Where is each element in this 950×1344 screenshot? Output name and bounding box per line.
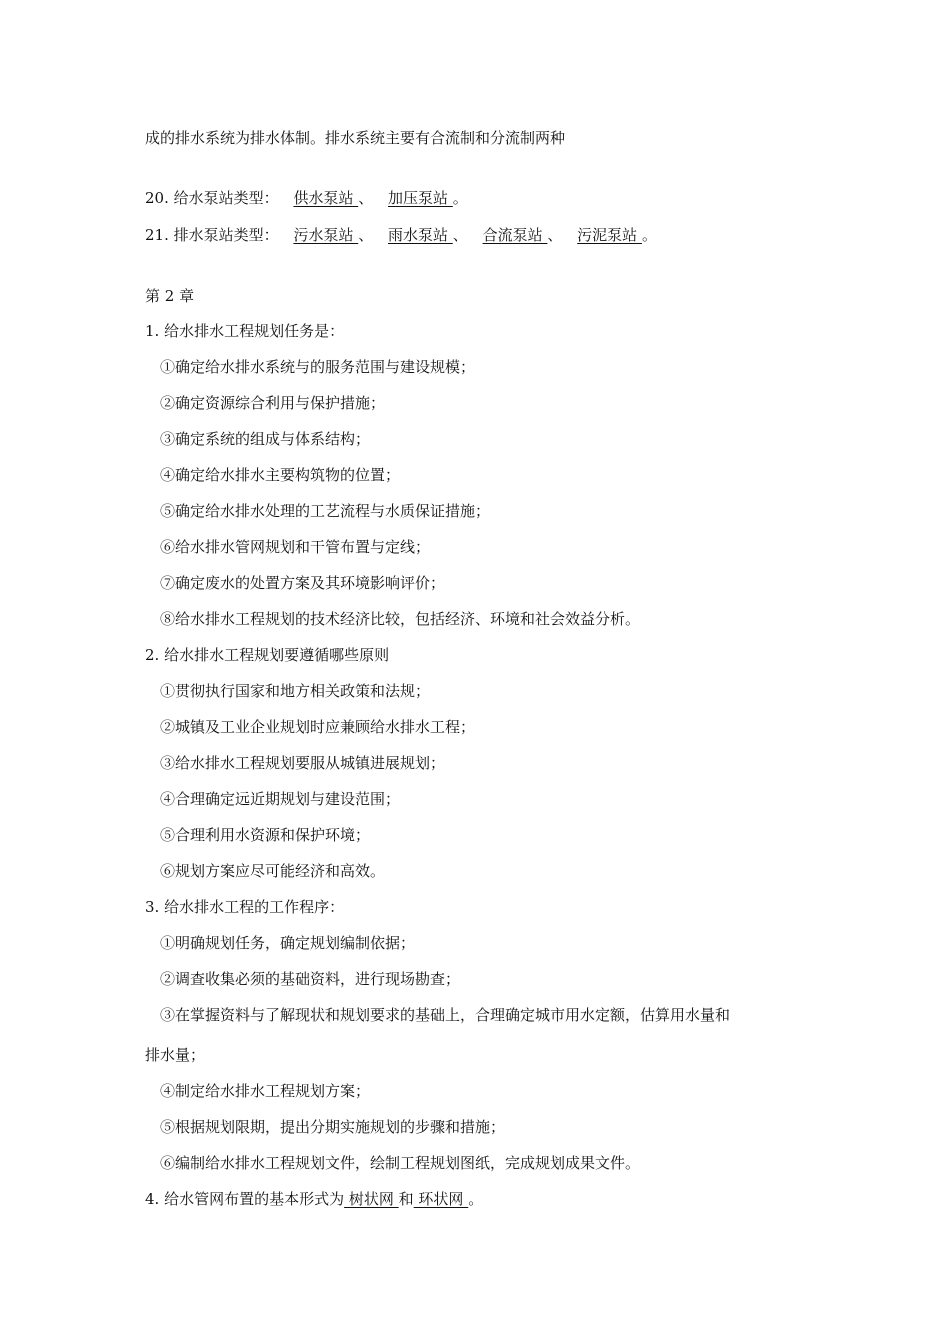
intro-line: 成的排水系统为排水体制。排水系统主要有合流制和分流制两种 <box>145 129 566 147</box>
separator: 、 <box>358 189 374 207</box>
list-item: ⑥规划方案应尽可能经济和高效。 <box>160 862 386 880</box>
list-item: ⑤合理利用水资源和保护环境； <box>160 826 371 844</box>
question-number: 20. <box>145 189 169 207</box>
conjunction: 和 <box>398 1190 414 1208</box>
answer-blank: 污泥泵站 <box>577 226 642 244</box>
list-item: ①明确规划任务，确定规划编制依据； <box>160 934 416 952</box>
list-item: ⑧给水排水工程规划的技术经济比较，包括经济、环境和社会效益分析。 <box>160 610 641 628</box>
chapter-heading: 第 2 章 <box>145 287 195 305</box>
list-item: ②确定资源综合利用与保护措施； <box>160 394 386 412</box>
list-item: ④确定给水排水主要构筑物的位置； <box>160 466 401 484</box>
question-number: 21. <box>145 226 169 244</box>
separator: 、 <box>358 226 374 244</box>
list-item: ②调查收集必须的基础资料，进行现场勘查； <box>160 970 461 988</box>
question-label: 给水泵站类型： <box>173 189 279 207</box>
list-item: ③确定系统的组成与体系结构； <box>160 430 371 448</box>
answer-blank: 供水泵站 <box>293 189 359 207</box>
terminator: 。 <box>641 226 657 244</box>
question-text: 4. 给水管网布置的基本形式为 <box>145 1190 345 1208</box>
answer-blank: 污水泵站 <box>293 226 359 244</box>
list-item: ②城镇及工业企业规划时应兼顾给水排水工程； <box>160 718 476 736</box>
list-item: ⑥给水排水管网规划和干管布置与定线； <box>160 538 431 556</box>
separator: 、 <box>547 226 563 244</box>
list-item: ④合理确定远近期规划与建设范围； <box>160 790 401 808</box>
answer-blank: 树状网 <box>344 1190 399 1208</box>
answer-blank: 合流泵站 <box>482 226 548 244</box>
list-item: ④制定给水排水工程规划方案； <box>160 1082 371 1100</box>
terminator: 。 <box>452 189 468 207</box>
answer-blank: 加压泵站 <box>388 189 453 207</box>
question-label: 排水泵站类型： <box>173 226 279 244</box>
terminator: 。 <box>468 1190 484 1208</box>
answer-blank: 雨水泵站 <box>388 226 453 244</box>
list-item-continuation: 排水量； <box>145 1046 206 1064</box>
question-21 <box>145 225 870 245</box>
list-item: ⑥编制给水排水工程规划文件，绘制工程规划图纸，完成规划成果文件。 <box>160 1154 641 1172</box>
section-3-title: 3. 给水排水工程的工作程序： <box>145 898 345 916</box>
list-item: ⑦确定废水的处置方案及其环境影响评价； <box>160 574 446 592</box>
list-item: ③在掌握资料与了解现状和规划要求的基础上，合理确定城市用水定额，估算用水量和 <box>160 1006 731 1024</box>
section-4 <box>145 1189 870 1209</box>
list-item: ⑤根据规划限期，提出分期实施规划的步骤和措施； <box>160 1118 506 1136</box>
answer-blank: 环状网 <box>413 1190 469 1208</box>
section-2-title: 2. 给水排水工程规划要遵循哪些原则 <box>145 646 390 664</box>
question-20 <box>145 188 870 208</box>
section-1-title: 1. 给水排水工程规划任务是： <box>145 322 345 340</box>
list-item: ①贯彻执行国家和地方相关政策和法规； <box>160 682 431 700</box>
list-item: ⑤确定给水排水处理的工艺流程与水质保证措施； <box>160 502 491 520</box>
list-item: ①确定给水排水系统与的服务范围与建设规模； <box>160 358 476 376</box>
separator: 、 <box>452 226 468 244</box>
list-item: ③给水排水工程规划要服从城镇进展规划； <box>160 754 446 772</box>
